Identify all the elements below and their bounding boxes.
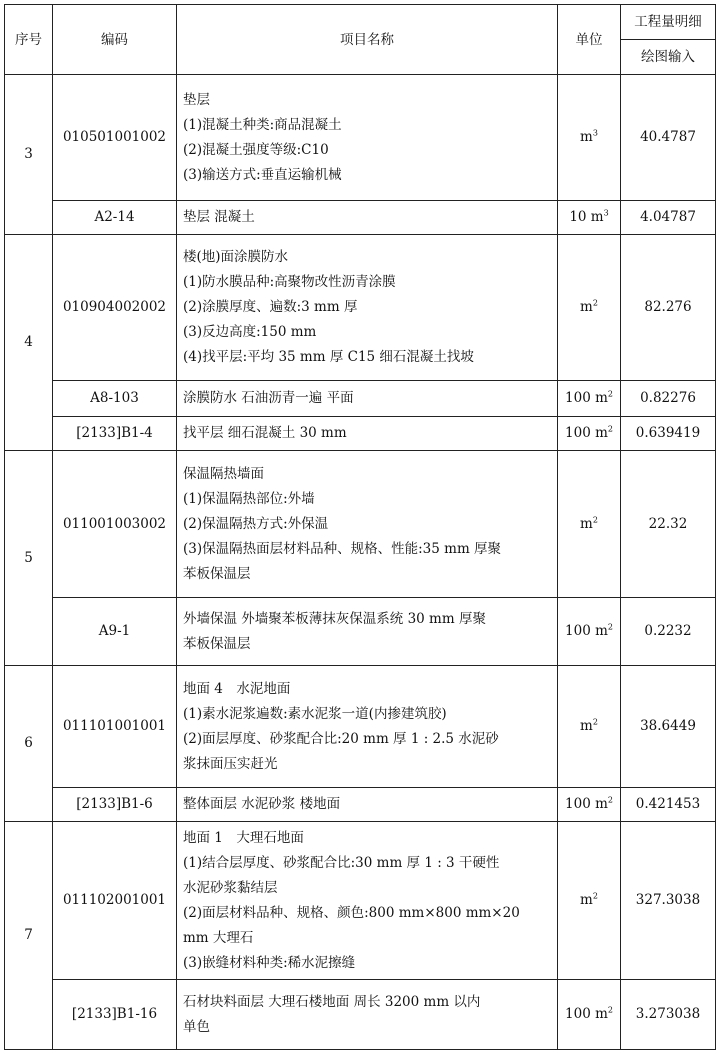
- cell-item-name: [177, 381, 558, 417]
- cell-unit: [558, 201, 621, 235]
- cell-item-name: [177, 201, 558, 235]
- cell-code: [2133]B1-6: [53, 788, 177, 822]
- table-row-main: [5, 235, 716, 381]
- cell-unit: [558, 417, 621, 451]
- unit-base: 100 m: [565, 390, 608, 406]
- item-name-line: (2)面层厚度、砂浆配合比:20 mm 厚 1 : 2.5 水泥砂: [183, 730, 499, 747]
- table-row-sub: [5, 417, 716, 451]
- unit-base: 100 m: [565, 796, 608, 812]
- unit-exponent: 2: [592, 891, 598, 901]
- item-name-line: (3)输送方式:垂直运输机械: [183, 166, 342, 183]
- item-name-line: 地面 4 水泥地面: [183, 680, 291, 697]
- cell-quantity: 4.04787: [621, 201, 716, 235]
- cell-code: 011101001001: [53, 666, 177, 788]
- unit-exponent: 3: [592, 128, 598, 138]
- header-code: 编码: [53, 5, 177, 75]
- item-name-line: (2)面层材料品种、规格、颜色:800 mm×800 mm×20: [183, 904, 520, 921]
- cell-item-name: [177, 75, 558, 201]
- unit-exponent: 2: [607, 1005, 613, 1015]
- header-name: 项目名称: [177, 5, 558, 75]
- item-name-line: (1)素水泥浆遍数:素水泥浆一道(内掺建筑胶): [183, 705, 447, 722]
- cell-unit: [558, 980, 621, 1050]
- cell-quantity: 22.32: [621, 451, 716, 598]
- cell-seq: 6: [5, 666, 53, 822]
- cell-seq: 3: [5, 75, 53, 235]
- cell-unit: [558, 451, 621, 598]
- table-body: [5, 75, 716, 1050]
- header-detail-group: 工程量明细: [621, 5, 716, 40]
- unit-exponent: 3: [603, 208, 609, 218]
- cell-unit: [558, 666, 621, 788]
- cell-quantity: 0.82276: [621, 381, 716, 417]
- item-name-line: 石材块料面层 大理石楼地面 周长 3200 mm 以内: [183, 993, 481, 1010]
- unit-exponent: 2: [607, 424, 613, 434]
- unit-exponent: 2: [592, 717, 598, 727]
- item-name-line: (1)混凝土种类:商品混凝土: [183, 116, 342, 133]
- header-seq: 序号: [5, 5, 53, 75]
- unit-base: 10 m: [569, 209, 604, 225]
- cell-seq: 7: [5, 822, 53, 1050]
- item-name-line: 苯板保温层: [183, 635, 251, 652]
- item-name-line: 地面 1 大理石地面: [183, 829, 304, 846]
- item-name-line: (3)嵌缝材料种类:稀水泥擦缝: [183, 954, 356, 971]
- unit-exponent: 2: [592, 515, 598, 524]
- cell-quantity: 38.6449: [621, 666, 716, 788]
- cell-unit: [558, 381, 621, 417]
- item-name-line: 整体面层 水泥砂浆 楼地面: [183, 796, 341, 812]
- unit-base: 100 m: [565, 1006, 608, 1022]
- item-name-line: (1)保温隔热部位:外墙: [183, 490, 315, 507]
- unit-base: m: [580, 718, 593, 734]
- unit-base: 100 m: [565, 623, 608, 639]
- unit-exponent: 2: [607, 795, 613, 805]
- unit-exponent: 2: [607, 389, 613, 399]
- item-name-line: (2)涂膜厚度、遍数:3 mm 厚: [183, 299, 358, 315]
- item-name-line: 单色: [183, 1018, 210, 1035]
- item-name-line: 找平层 细石混凝土 30 mm: [183, 425, 347, 441]
- cell-unit: [558, 75, 621, 201]
- cell-item-name: [177, 451, 558, 598]
- cell-code: 011001003002: [53, 451, 177, 598]
- cell-code: A9-1: [53, 598, 177, 666]
- item-name-line: 苯板保温层: [183, 565, 251, 582]
- cell-code: [2133]B1-16: [53, 980, 177, 1050]
- cell-code: 011102001001: [53, 822, 177, 980]
- table-row-sub: [5, 381, 716, 417]
- cell-quantity: 327.3038: [621, 822, 716, 980]
- item-name-line: 保温隔热墙面: [183, 465, 264, 482]
- cell-code: 010904002002: [53, 235, 177, 381]
- cell-code: 010501001002: [53, 75, 177, 201]
- header-detail-sub: 绘图输入: [621, 40, 716, 75]
- item-name-line: (4)找平层:平均 35 mm 厚 C15 细石混凝土找坡: [183, 349, 474, 365]
- item-name-line: (1)防水膜品种:高聚物改性沥青涂膜: [183, 274, 396, 290]
- item-name-line: (3)保温隔热面层材料品种、规格、性能:35 mm 厚聚: [183, 540, 502, 557]
- cell-unit: [558, 598, 621, 666]
- cell-item-name: [177, 822, 558, 980]
- cell-item-name: [177, 666, 558, 788]
- unit-base: m: [580, 129, 593, 145]
- table-row-sub: [5, 598, 716, 666]
- item-name-line: mm 大理石: [183, 929, 254, 946]
- table-row-main: [5, 451, 716, 598]
- cell-unit: [558, 788, 621, 822]
- cell-item-name: [177, 788, 558, 822]
- cell-code: A2-14: [53, 201, 177, 235]
- item-name-line: 外墙保温 外墙聚苯板薄抹灰保温系统 30 mm 厚聚: [183, 610, 486, 627]
- cell-item-name: [177, 417, 558, 451]
- cell-item-name: [177, 598, 558, 666]
- cell-quantity: 40.4787: [621, 75, 716, 201]
- cell-quantity: 0.421453: [621, 788, 716, 822]
- header-unit: 单位: [558, 5, 621, 75]
- item-name-line: 垫层 混凝土: [183, 209, 255, 225]
- unit-base: m: [580, 515, 593, 532]
- unit-base: 100 m: [565, 425, 608, 441]
- quantity-table: [4, 4, 716, 1050]
- item-name-line: 楼(地)面涂膜防水: [183, 249, 289, 265]
- cell-unit: [558, 235, 621, 381]
- table-row-main: [5, 75, 716, 201]
- cell-unit: [558, 822, 621, 980]
- cell-code: A8-103: [53, 381, 177, 417]
- item-name-line: 涂膜防水 石油沥青一遍 平面: [183, 390, 354, 406]
- cell-quantity: 0.2232: [621, 598, 716, 666]
- table-row-sub: [5, 201, 716, 235]
- cell-seq: 4: [5, 235, 53, 451]
- cell-quantity: 82.276: [621, 235, 716, 381]
- item-name-line: (2)保温隔热方式:外保温: [183, 515, 329, 532]
- item-name-line: 浆抹面压实赶光: [183, 755, 278, 772]
- cell-quantity: 3.273038: [621, 980, 716, 1050]
- table-row-main: [5, 822, 716, 980]
- cell-seq: 5: [5, 451, 53, 666]
- item-name-line: 垫层: [183, 91, 210, 108]
- table-row-sub: [5, 980, 716, 1050]
- unit-exponent: 2: [592, 298, 598, 308]
- unit-base: m: [580, 892, 593, 908]
- cell-item-name: [177, 235, 558, 381]
- table-header: [5, 5, 716, 75]
- cell-code: [2133]B1-4: [53, 417, 177, 451]
- unit-base: m: [580, 299, 593, 315]
- item-name-line: (1)结合层厚度、砂浆配合比:30 mm 厚 1 : 3 干硬性: [183, 854, 500, 871]
- unit-exponent: 2: [607, 622, 613, 632]
- table-row-main: [5, 666, 716, 788]
- cell-quantity: 0.639419: [621, 417, 716, 451]
- cell-item-name: [177, 980, 558, 1050]
- table-row-sub: [5, 788, 716, 822]
- item-name-line: (2)混凝土强度等级:C10: [183, 141, 329, 158]
- item-name-line: (3)反边高度:150 mm: [183, 324, 317, 340]
- item-name-line: 水泥砂浆黏结层: [183, 879, 278, 896]
